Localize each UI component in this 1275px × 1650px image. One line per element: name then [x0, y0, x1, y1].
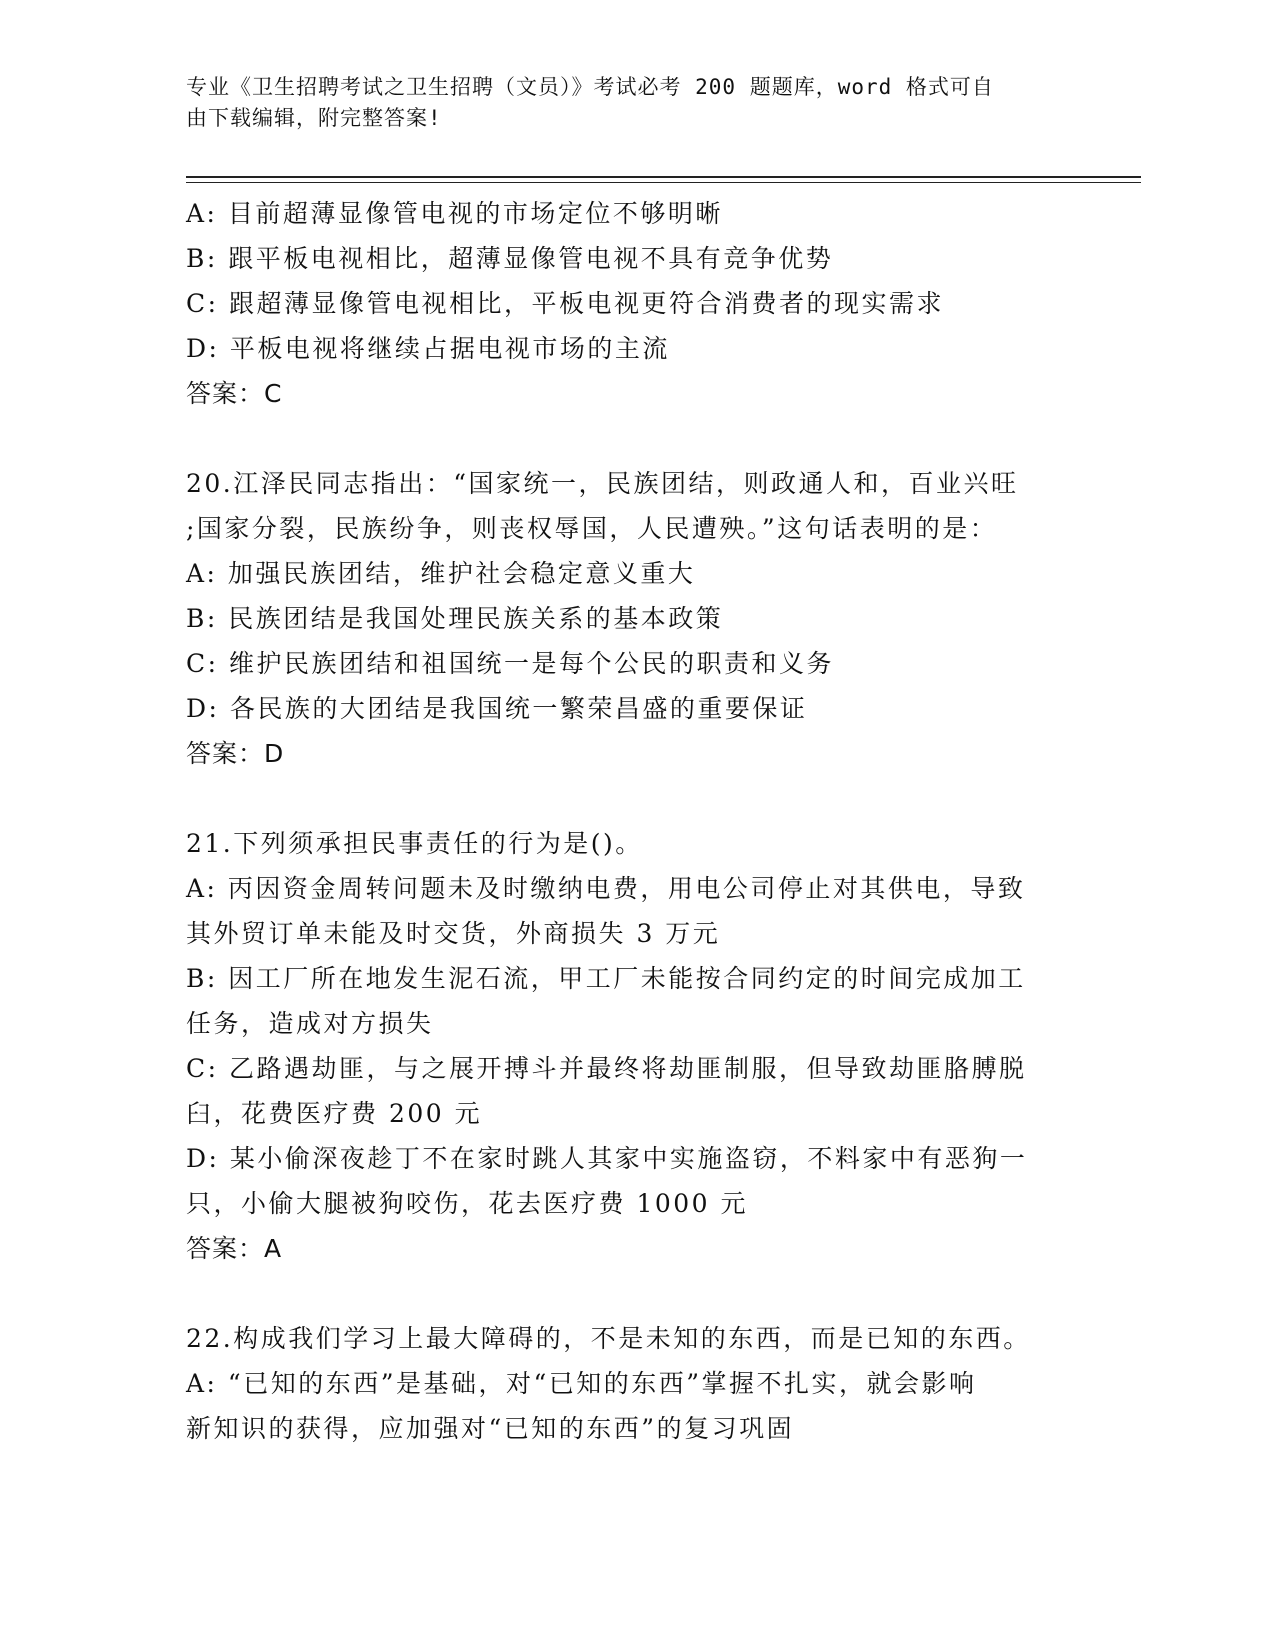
q21-answer: 答案：A [186, 1234, 283, 1263]
q22-option-a-line-2: 新知识的获得，应加强对“已知的东西”的复习巩固 [186, 1414, 795, 1443]
q22-stem: 22.构成我们学习上最大障碍的，不是未知的东西，而是已知的东西。 [186, 1324, 1031, 1353]
q21-option-c-line-1: C: 乙路遇劫匪，与之展开搏斗并最终将劫匪制服，但导致劫匪胳膊脱 [186, 1054, 1027, 1083]
question-21 [186, 821, 1086, 1271]
header-line-1: 专业《卫生招聘考试之卫生招聘（文员）》考试必考 200 题题库，word 格式可自 [186, 75, 994, 99]
q19-answer: 答案：C [186, 379, 283, 408]
q20-option-b: B: 民族团结是我国处理民族关系的基本政策 [186, 604, 724, 633]
question-22 [186, 1316, 1086, 1451]
spacer [186, 416, 1086, 461]
q21-option-d-line-1: D: 某小偷深夜趁丁不在家时跳人其家中实施盗窃，不料家中有恶狗一 [186, 1144, 1028, 1173]
q19-option-d: D: 平板电视将继续占据电视市场的主流 [186, 334, 670, 363]
q21-option-b-line-2: 任务，造成对方损失 [186, 1009, 434, 1038]
q21-option-d-line-2: 只，小偷大腿被狗咬伤，花去医疗费 1000 元 [186, 1189, 749, 1218]
q21-option-a-line-1: A: 丙因资金周转问题未及时缴纳电费，用电公司停止对其供电，导致 [186, 874, 1026, 903]
q19-option-a: A: 目前超薄显像管电视的市场定位不够明晰 [186, 199, 723, 228]
question-19 [186, 191, 1086, 416]
q22-option-a-line-1: A: “已知的东西”是基础，对“已知的东西”掌握不扎实，就会影响 [186, 1369, 977, 1398]
q20-stem-line-2: ;国家分裂，民族纷争，则丧权辱国，人民遭殃。”这句话表明的是： [186, 514, 998, 543]
q21-stem: 21.下列须承担民事责任的行为是()。 [186, 829, 643, 858]
q20-option-d: D: 各民族的大团结是我国统一繁荣昌盛的重要保证 [186, 694, 808, 723]
q20-answer: 答案：D [186, 739, 285, 768]
q20-option-c: C: 维护民族团结和祖国统一是每个公民的职责和义务 [186, 649, 835, 678]
q21-option-b-line-1: B: 因工厂所在地发生泥石流，甲工厂未能按合同约定的时间完成加工 [186, 964, 1026, 993]
q21-option-c-line-2: 臼，花费医疗费 200 元 [186, 1099, 483, 1128]
q21-option-a-line-2: 其外贸订单未能及时交货，外商损失 3 万元 [186, 919, 721, 948]
header-divider-thin [186, 182, 1141, 183]
question-content [186, 191, 1086, 1451]
q19-option-c: C: 跟超薄显像管电视相比，平板电视更符合消费者的现实需求 [186, 289, 945, 318]
spacer [186, 1271, 1086, 1316]
spacer [186, 776, 1086, 821]
header-line-2: 由下载编辑，附完整答案! [186, 106, 442, 130]
q20-stem-line-1: 20.江泽民同志指出：“国家统一，民族团结，则政通人和，百业兴旺 [186, 469, 1019, 498]
q19-option-b: B: 跟平板电视相比，超薄显像管电视不具有竞争优势 [186, 244, 834, 273]
header-divider-thick [186, 176, 1141, 178]
question-20 [186, 461, 1086, 776]
document-header [186, 72, 1066, 134]
q20-option-a: A: 加强民族团结，维护社会稳定意义重大 [186, 559, 696, 588]
